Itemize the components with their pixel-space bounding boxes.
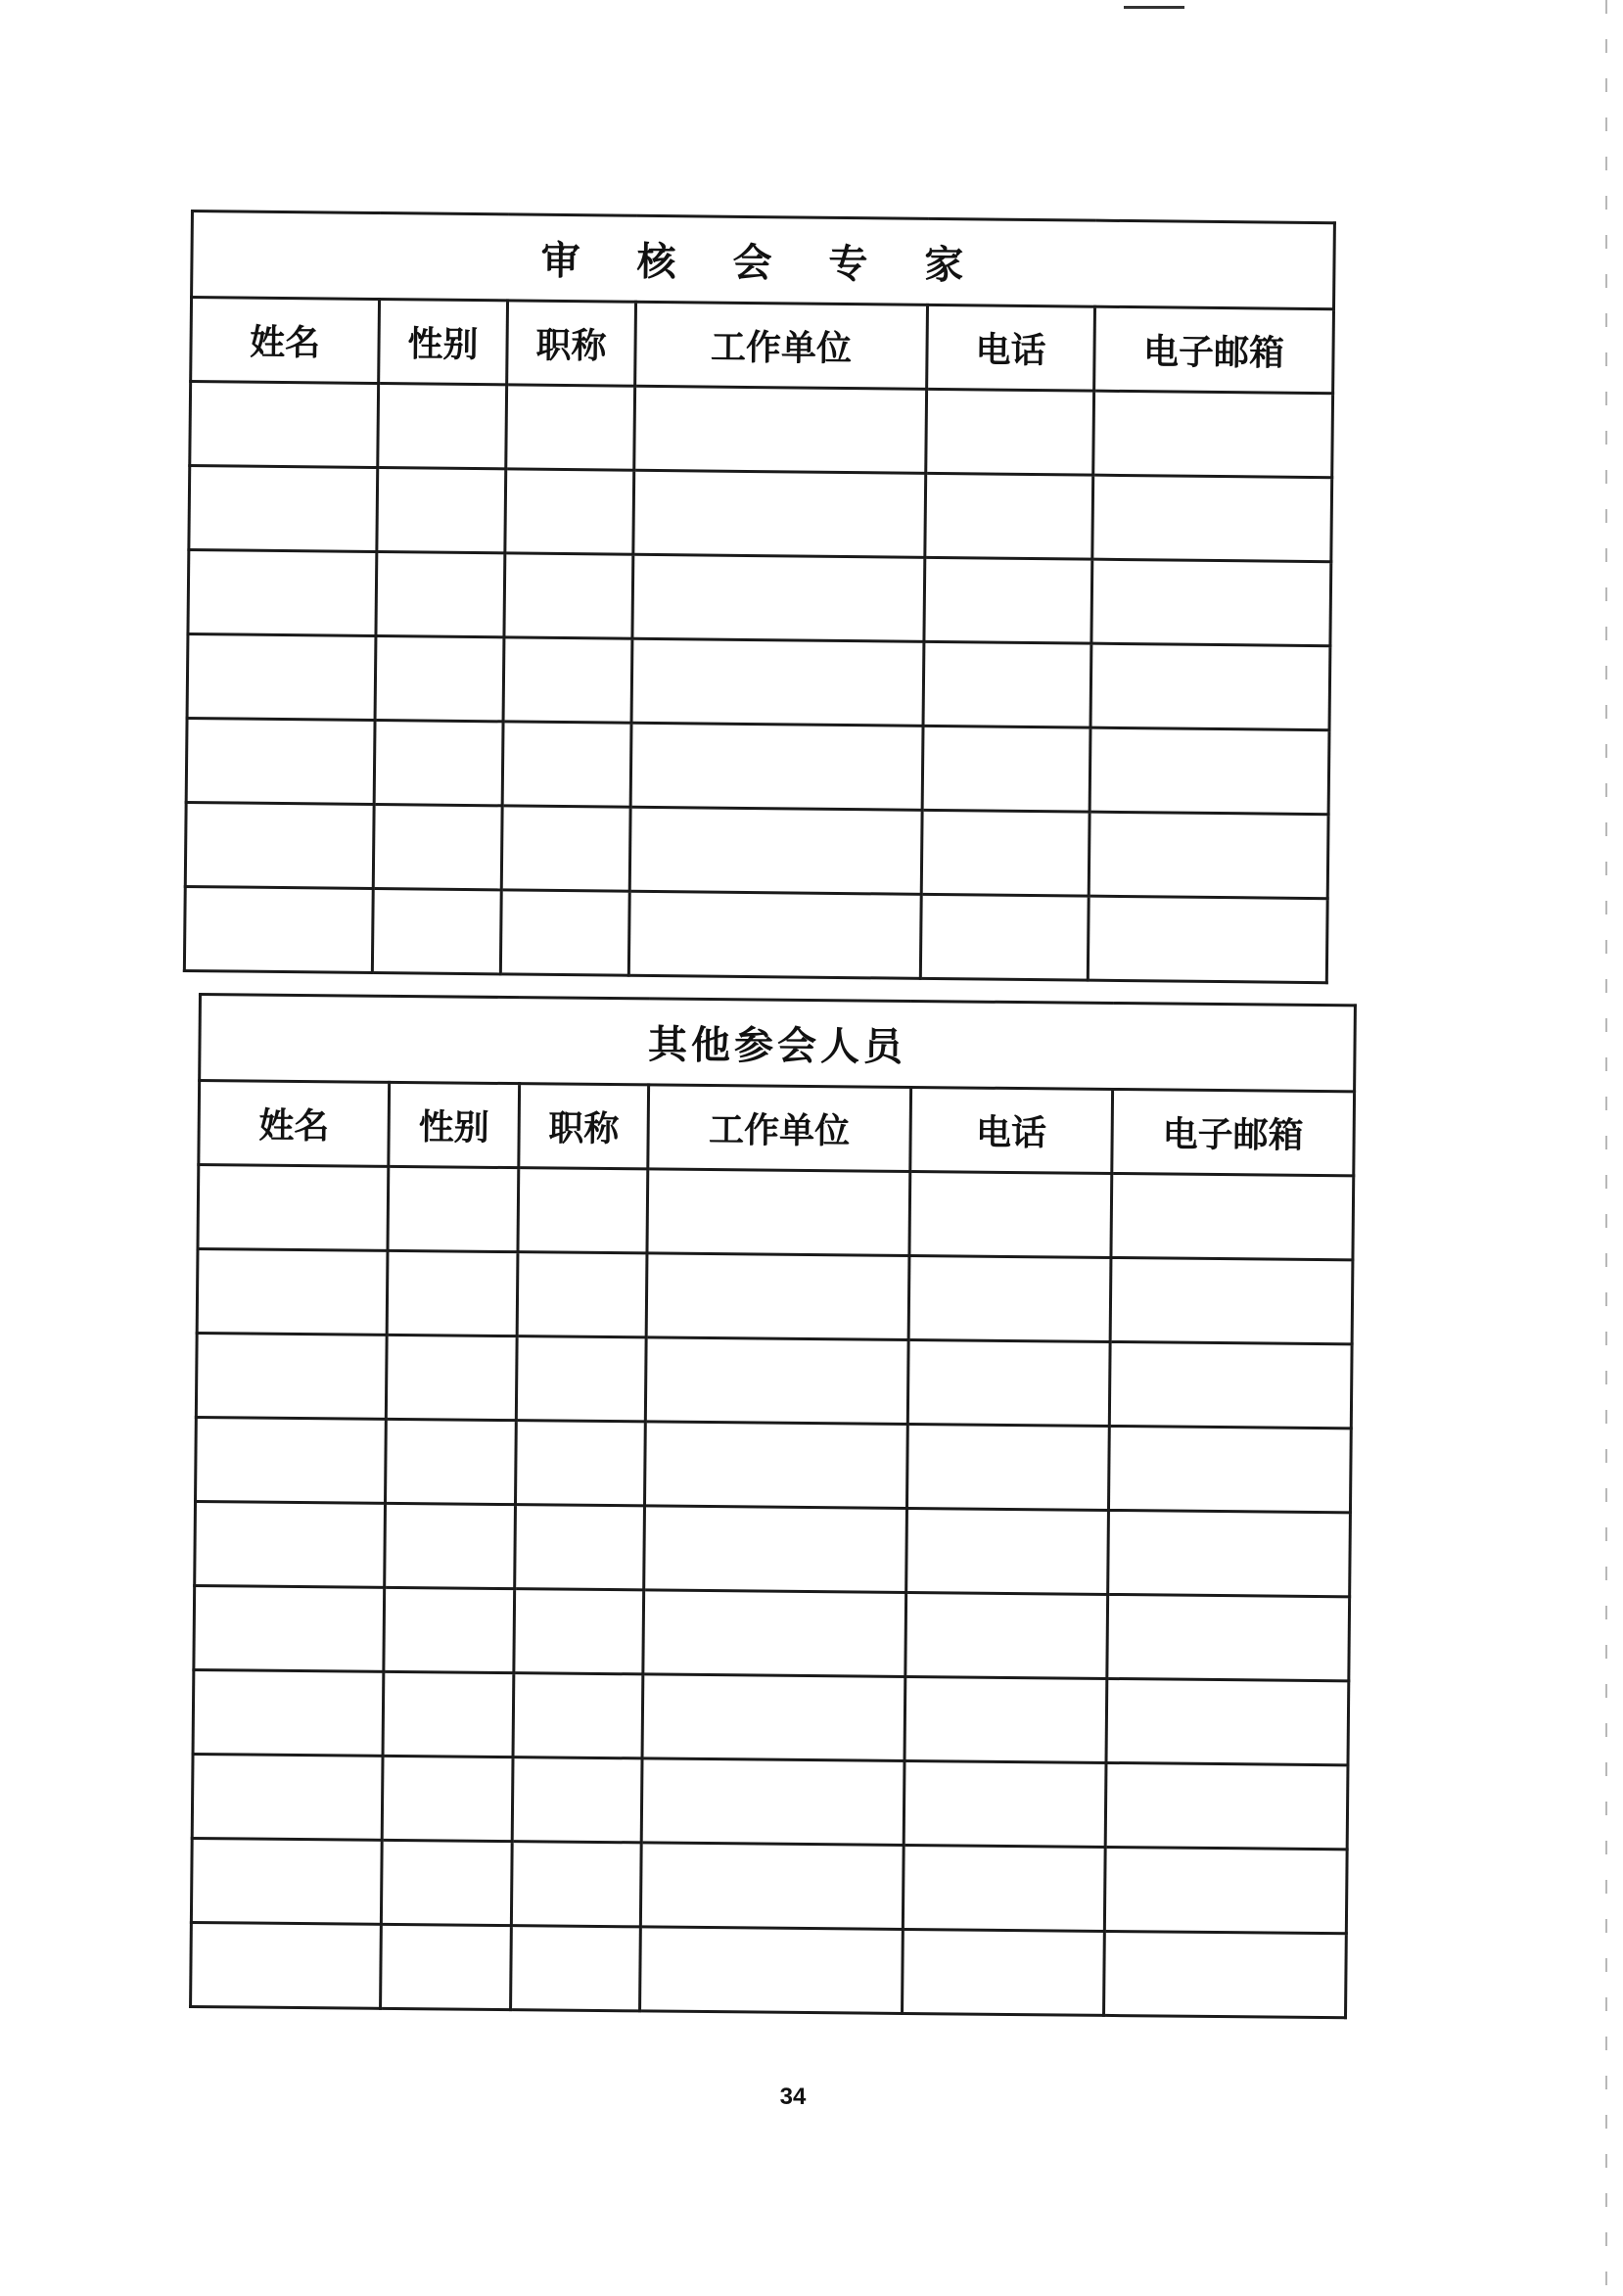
header-name: 姓名 — [191, 298, 380, 384]
gender-cell[interactable] — [375, 636, 504, 722]
gender-cell[interactable] — [383, 1671, 513, 1757]
table-row — [186, 718, 1329, 814]
phone-cell[interactable] — [909, 1171, 1112, 1257]
employer-cell[interactable] — [628, 891, 921, 978]
title-cell[interactable] — [515, 1505, 645, 1590]
employer-cell[interactable] — [633, 470, 926, 557]
name-cell[interactable] — [197, 1249, 388, 1335]
title-cell[interactable] — [512, 1757, 642, 1843]
header-employer: 工作单位 — [635, 302, 928, 389]
email-cell[interactable] — [1091, 559, 1331, 646]
email-cell[interactable] — [1108, 1426, 1351, 1512]
phone-cell[interactable] — [904, 1676, 1107, 1762]
phone-cell[interactable] — [904, 1760, 1106, 1847]
table-row — [191, 1838, 1347, 1933]
table-row — [188, 549, 1331, 645]
phone-cell[interactable] — [906, 1424, 1109, 1510]
name-cell[interactable] — [188, 549, 377, 635]
gender-cell[interactable] — [386, 1419, 516, 1504]
phone-cell[interactable] — [925, 473, 1093, 559]
header-email: 电子邮箱 — [1112, 1089, 1355, 1175]
table-row — [190, 382, 1333, 478]
employer-cell[interactable] — [645, 1422, 907, 1509]
title-cell[interactable] — [518, 1168, 648, 1253]
email-cell[interactable] — [1090, 727, 1329, 815]
title-cell[interactable] — [502, 722, 631, 807]
email-cell[interactable] — [1105, 1762, 1348, 1849]
gender-cell[interactable] — [382, 1756, 512, 1841]
header-title: 职称 — [507, 301, 636, 386]
name-cell[interactable] — [196, 1333, 387, 1419]
email-cell[interactable] — [1089, 812, 1328, 899]
employer-cell[interactable] — [634, 386, 927, 473]
phone-cell[interactable] — [905, 1508, 1108, 1594]
table-row — [196, 1417, 1352, 1512]
email-cell[interactable] — [1090, 643, 1330, 730]
header-phone: 电话 — [909, 1087, 1112, 1173]
employer-cell[interactable] — [641, 1843, 904, 1930]
name-cell[interactable] — [196, 1417, 387, 1503]
phone-cell[interactable] — [923, 641, 1091, 727]
table-row — [196, 1333, 1352, 1428]
phone-cell[interactable] — [903, 1845, 1105, 1931]
name-cell[interactable] — [194, 1585, 385, 1671]
email-cell[interactable] — [1104, 1847, 1347, 1933]
phone-cell[interactable] — [902, 1929, 1104, 2015]
title-cell[interactable] — [513, 1673, 643, 1758]
title-cell[interactable] — [510, 1926, 640, 2011]
email-cell[interactable] — [1093, 391, 1333, 478]
scan-mark — [1124, 6, 1184, 9]
employer-cell[interactable] — [646, 1337, 908, 1425]
email-cell[interactable] — [1088, 896, 1327, 983]
expert-table-title: 审 核 会 专 家 — [192, 211, 1335, 309]
email-cell[interactable] — [1106, 1678, 1349, 1764]
name-cell[interactable] — [187, 633, 376, 720]
phone-cell[interactable] — [924, 557, 1092, 643]
employer-cell[interactable] — [640, 1927, 903, 2014]
gender-cell[interactable] — [382, 1840, 512, 1925]
table-row — [192, 1754, 1348, 1849]
title-cell[interactable] — [506, 385, 635, 470]
employer-cell[interactable] — [629, 807, 922, 894]
email-cell[interactable] — [1108, 1510, 1351, 1596]
expert-table — [183, 210, 1336, 984]
title-cell[interactable] — [514, 1589, 644, 1674]
title-cell[interactable] — [505, 469, 634, 554]
table-row — [198, 1165, 1354, 1260]
gender-cell[interactable] — [373, 804, 502, 889]
title-cell[interactable] — [515, 1421, 645, 1506]
title-cell[interactable] — [511, 1842, 641, 1927]
employer-cell[interactable] — [631, 638, 924, 726]
header-name: 姓名 — [199, 1081, 390, 1167]
header-gender: 性别 — [389, 1082, 519, 1167]
employer-cell[interactable] — [643, 1590, 905, 1677]
phone-cell[interactable] — [920, 894, 1089, 980]
gender-cell[interactable] — [381, 1924, 511, 2009]
employer-cell[interactable] — [642, 1758, 904, 1846]
table-row — [187, 633, 1330, 729]
table-row — [185, 802, 1328, 898]
scan-edge — [1605, 0, 1607, 2296]
gender-cell[interactable] — [374, 720, 503, 805]
name-cell[interactable] — [189, 466, 378, 552]
gender-cell[interactable] — [388, 1166, 518, 1251]
gender-cell[interactable] — [372, 888, 501, 973]
title-cell[interactable] — [500, 890, 629, 975]
email-cell[interactable] — [1110, 1257, 1353, 1343]
table-row — [194, 1585, 1350, 1680]
table-row — [193, 1669, 1349, 1764]
name-cell[interactable] — [193, 1669, 384, 1756]
employer-cell[interactable] — [644, 1506, 906, 1593]
title-cell[interactable] — [501, 806, 630, 891]
gender-cell[interactable] — [387, 1250, 517, 1335]
table-row — [197, 1249, 1353, 1344]
phone-cell[interactable] — [907, 1339, 1110, 1426]
email-cell[interactable] — [1092, 475, 1332, 562]
name-cell[interactable] — [191, 1838, 382, 1924]
employer-cell[interactable] — [642, 1674, 904, 1761]
attendee-table-title: 其他参会人员 — [200, 995, 1356, 1092]
table-row — [184, 886, 1327, 982]
name-cell[interactable] — [195, 1501, 386, 1587]
employer-cell[interactable] — [632, 554, 925, 641]
gender-cell[interactable] — [377, 468, 506, 553]
name-cell[interactable] — [190, 382, 379, 468]
table-row — [189, 466, 1332, 562]
name-cell[interactable] — [192, 1754, 383, 1840]
gender-cell[interactable] — [376, 552, 505, 637]
name-cell[interactable] — [185, 802, 374, 888]
email-cell[interactable] — [1111, 1173, 1354, 1259]
phone-cell[interactable] — [904, 1592, 1107, 1678]
header-title: 职称 — [519, 1084, 649, 1169]
header-employer: 工作单位 — [648, 1085, 910, 1172]
page-number: 34 — [779, 2084, 807, 2110]
title-cell[interactable] — [516, 1336, 646, 1422]
email-cell[interactable] — [1107, 1594, 1350, 1680]
employer-cell[interactable] — [647, 1253, 909, 1340]
table-row — [195, 1501, 1351, 1596]
header-gender: 性别 — [379, 300, 508, 385]
employer-cell[interactable] — [647, 1169, 909, 1256]
title-cell[interactable] — [517, 1252, 647, 1337]
gender-cell[interactable] — [384, 1587, 514, 1672]
attendee-table — [189, 993, 1357, 2019]
phone-cell[interactable] — [908, 1255, 1111, 1341]
name-cell[interactable] — [184, 886, 373, 972]
gender-cell[interactable] — [385, 1503, 515, 1588]
phone-cell[interactable] — [922, 726, 1090, 812]
gender-cell[interactable] — [378, 384, 507, 469]
phone-cell[interactable] — [926, 389, 1094, 475]
employer-cell[interactable] — [630, 723, 923, 810]
header-phone: 电话 — [927, 305, 1095, 391]
title-cell[interactable] — [503, 637, 632, 723]
email-cell[interactable] — [1104, 1931, 1347, 2017]
email-cell[interactable] — [1109, 1341, 1352, 1428]
table-row — [191, 1922, 1347, 2017]
header-email: 电子邮箱 — [1094, 306, 1334, 394]
name-cell[interactable] — [198, 1165, 389, 1251]
title-cell[interactable] — [504, 553, 633, 638]
name-cell[interactable] — [191, 1922, 382, 2008]
name-cell[interactable] — [186, 718, 375, 804]
gender-cell[interactable] — [387, 1335, 517, 1420]
phone-cell[interactable] — [921, 810, 1090, 896]
